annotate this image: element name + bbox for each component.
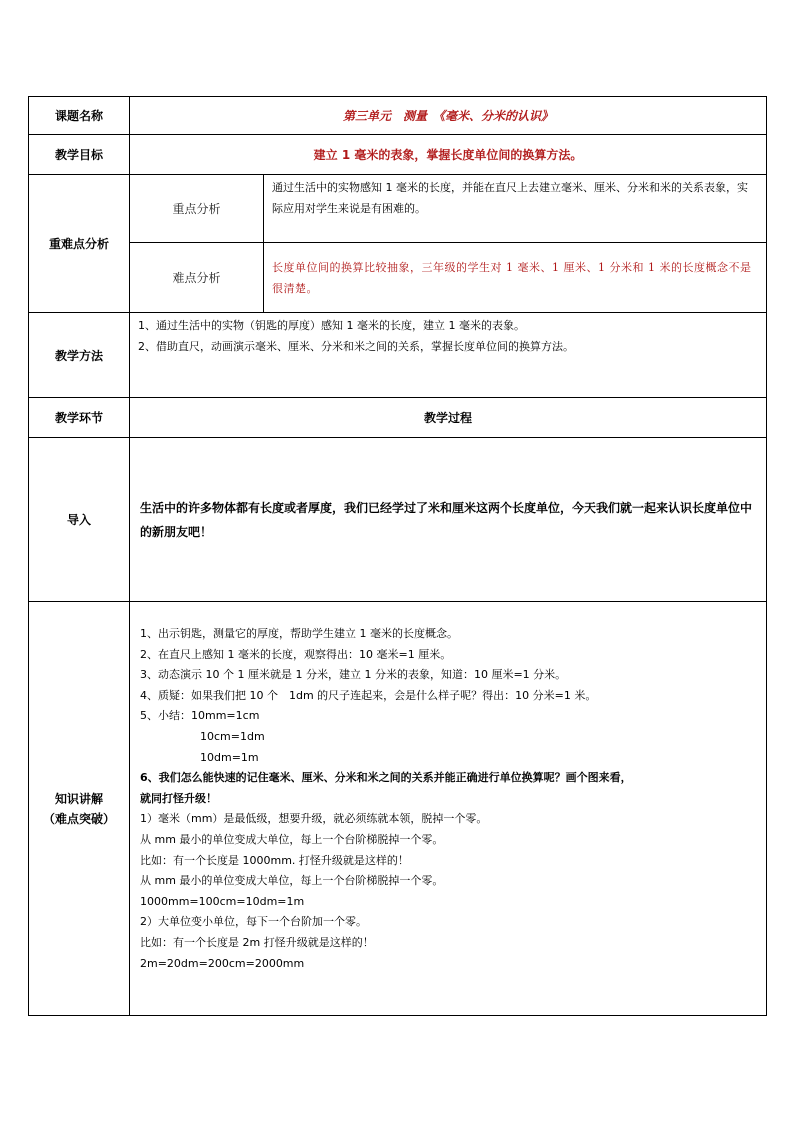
list-item: 就同打怪升级！ [140, 791, 217, 805]
list-item: 比如：有一个长度是 1000mm. 打怪升级就是这样的！ [140, 853, 409, 867]
process-header: 教学过程 [130, 398, 767, 438]
list-item: 从 mm 最小的单位变成大单位，每上一个台阶梯脱掉一个零。 [140, 832, 444, 846]
goal-row [29, 135, 767, 175]
course-row [29, 97, 767, 135]
list-item: 4、质疑：如果我们把 10 个 1dm 的尺子连起来，会是什么样子呢？得出：10 分米=1 米。 [140, 688, 597, 702]
lesson-plan-table [28, 96, 767, 1016]
goal-label: 教学目标 [29, 135, 130, 175]
methods-line: 2、借助直尺，动画演示毫米、厘米、分米和米之间的关系，掌握长度单位间的换算方法。 [138, 340, 574, 353]
key-point-row [29, 175, 767, 243]
methods-label: 教学方法 [29, 313, 130, 398]
key-point-text: 通过生活中的实物感知 1 毫米的长度，并能在直尺上去建立毫米、厘米、分米和米的关系表象，实际应用对学生来说是有困难的。 [264, 175, 767, 243]
intro-label: 导入 [29, 438, 130, 602]
course-label: 课题名称 [29, 97, 130, 135]
list-item: 从 mm 最小的单位变成大单位，每上一个台阶梯脱掉一个零。 [140, 874, 444, 888]
list-item: 1000mm=100cm=10dm=1m [140, 894, 305, 908]
list-item: 3、动态演示 10 个 1 厘米就是 1 分米，建立 1 分米的表象，知道：10 厘米=1 分米。 [140, 668, 567, 682]
list-item: 10dm=1m [200, 750, 259, 764]
list-item: 10cm=1dm [200, 729, 265, 743]
key-point-label: 重点分析 [130, 175, 264, 243]
knowledge-row [29, 602, 767, 1016]
course-title: 第三单元 测量 《毫米、分米的认识》 [130, 97, 767, 135]
hard-point-row [29, 243, 767, 313]
knowledge-label-line1: 知识讲解 [54, 791, 103, 806]
knowledge-label [29, 602, 130, 1016]
goal-text: 建立 1 毫米的表象，掌握长度单位间的换算方法。 [130, 135, 767, 175]
list-item: 2）大单位变小单位，每下一个台阶加一个零。 [140, 915, 367, 929]
knowledge-content [130, 602, 767, 1016]
list-item: 比如：有一个长度是 2m 打怪升级就是这样的！ [140, 935, 374, 949]
methods-row [29, 313, 767, 398]
difficulty-label: 重难点分析 [29, 175, 130, 313]
list-item: 1、出示钥匙，测量它的厚度，帮助学生建立 1 毫米的长度概念。 [140, 627, 458, 640]
list-item: 1）毫米（mm）是最低级，想要升级，就必须练就本领，脱掉一个零。 [140, 812, 488, 826]
list-item: 6、我们怎么能快速的记住毫米、厘米、分米和米之间的关系并能正确进行单位换算呢？画个图来看， [140, 771, 632, 785]
list-item: 2、在直尺上感知 1 毫米的长度，观察得出：10 毫米=1 厘米。 [140, 647, 452, 661]
hard-point-text: 长度单位间的换算比较抽象，三年级的学生对 1 毫米、1 厘米、1 分米和 1 米的长度概念不是很清楚。 [264, 243, 767, 313]
hard-point-label: 难点分析 [130, 243, 264, 313]
intro-row [29, 438, 767, 602]
header-row [29, 398, 767, 438]
stage-header: 教学环节 [29, 398, 130, 438]
list-item: 5、小结：10mm=1cm [140, 709, 260, 723]
list-item: 2m=20dm=200cm=2000mm [140, 956, 305, 970]
intro-text: 生活中的许多物体都有长度或者厚度，我们已经学过了米和厘米这两个长度单位，今天我们就一起来认识长度单位中的新朋友吧！ [130, 438, 767, 602]
knowledge-label-line2: （难点突破） [42, 811, 115, 826]
methods-content [130, 313, 767, 398]
methods-line: 1、通过生活中的实物（钥匙的厚度）感知 1 毫米的长度，建立 1 毫米的表象。 [138, 319, 525, 332]
